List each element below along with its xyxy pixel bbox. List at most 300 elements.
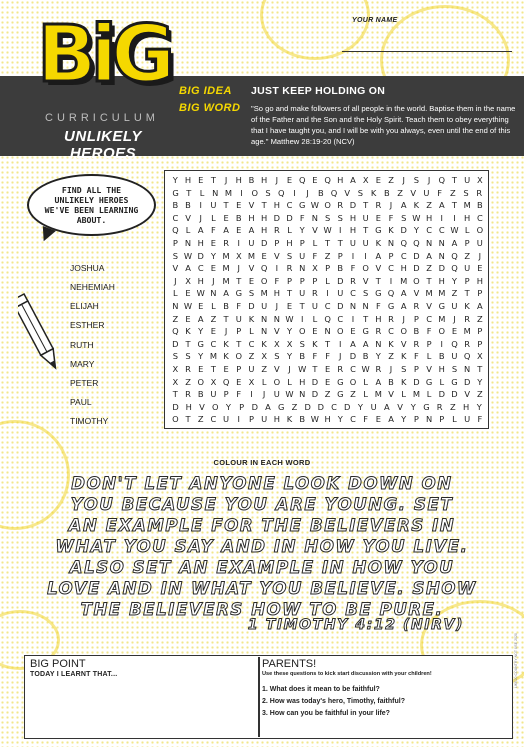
grid-letter[interactable]: D [337,301,344,311]
grid-letter[interactable]: E [312,175,318,185]
grid-letter[interactable]: Y [476,401,482,412]
grid-letter[interactable]: X [312,263,318,274]
grid-letter[interactable]: F [274,275,280,286]
grid-letter[interactable]: J [453,313,456,324]
grid-letter[interactable]: B [413,326,420,337]
grid-letter[interactable]: F [350,263,356,274]
grid-letter[interactable]: R [464,338,471,349]
grid-letter[interactable]: J [262,389,266,400]
grid-letter[interactable]: A [350,338,356,349]
grid-letter[interactable]: T [363,200,369,211]
grid-letter[interactable]: T [186,187,192,198]
grid-letter[interactable]: C [172,212,179,223]
grid-letter[interactable]: T [210,175,216,185]
verse-reference[interactable]: 1 TIMOTHY 4:12 (NIRV) [247,617,464,633]
grid-letter[interactable]: H [324,414,331,425]
grid-letter[interactable]: R [337,200,344,211]
grid-letter[interactable]: C [400,250,407,261]
grid-letter[interactable]: B [185,200,191,211]
grid-letter[interactable]: B [438,351,445,362]
grid-letter[interactable]: G [172,187,179,198]
grid-letter[interactable]: M [400,275,408,286]
grid-letter[interactable]: P [426,338,432,349]
grid-letter[interactable]: H [261,225,268,236]
grid-letter[interactable]: P [236,326,242,337]
grid-letter[interactable]: S [363,288,369,299]
grid-letter[interactable]: P [312,275,318,286]
grid-letter[interactable]: D [413,263,420,274]
grid-letter[interactable]: X [477,175,483,185]
grid-letter[interactable]: K [375,238,382,248]
grid-letter[interactable]: R [337,364,344,374]
grid-letter[interactable]: B [223,301,229,311]
grid-letter[interactable]: U [451,301,458,311]
grid-letter[interactable]: N [172,301,179,311]
verse-line[interactable]: THE BELIEVERS HOW TO BE PURE. [80,600,444,619]
grid-letter[interactable]: L [325,275,330,286]
grid-letter[interactable]: P [239,401,245,412]
grid-letter[interactable]: F [236,389,242,400]
grid-letter[interactable]: V [388,389,394,400]
grid-letter[interactable]: R [413,301,420,311]
grid-letter[interactable]: Z [324,250,331,261]
grid-letter[interactable]: P [299,238,305,248]
grid-letter[interactable]: Y [225,401,231,412]
grid-letter[interactable]: V [400,338,407,349]
grid-letter[interactable]: D [311,389,319,400]
grid-letter[interactable]: N [464,364,471,374]
grid-letter[interactable]: H [349,225,357,236]
grid-letter[interactable]: H [261,212,268,223]
grid-letter[interactable]: D [349,200,357,211]
grid-letter[interactable]: M [260,288,268,299]
grid-letter[interactable]: C [350,414,356,425]
grid-letter[interactable]: M [463,200,471,211]
grid-letter[interactable]: A [451,238,458,248]
grid-letter[interactable]: E [312,326,318,337]
grid-letter[interactable]: E [477,263,483,274]
grid-letter[interactable]: U [273,389,280,400]
grid-letter[interactable]: Z [450,187,456,198]
grid-letter[interactable]: Z [477,389,483,400]
grid-letter[interactable]: Y [413,225,419,236]
grid-letter[interactable]: U [261,414,268,425]
grid-letter[interactable]: U [337,288,344,299]
grid-letter[interactable]: F [211,225,216,236]
grid-letter[interactable]: R [286,263,293,274]
grid-letter[interactable]: D [251,401,259,412]
grid-letter[interactable]: J [402,313,405,324]
grid-letter[interactable]: O [438,326,446,337]
grid-letter[interactable]: M [374,389,382,400]
grid-letter[interactable]: Z [426,263,432,274]
grid-letter[interactable]: M [222,263,230,274]
grid-letter[interactable]: B [197,389,204,400]
grid-letter[interactable]: U [299,250,306,261]
grid-letter[interactable]: W [298,364,307,374]
grid-letter[interactable]: A [438,200,445,211]
grid-letter[interactable]: N [299,263,306,274]
grid-letter[interactable]: V [248,200,255,211]
grid-letter[interactable]: U [311,301,318,311]
grid-letter[interactable]: X [172,364,179,374]
grid-letter[interactable]: J [224,326,228,337]
grid-letter[interactable]: Q [324,313,331,324]
grid-letter[interactable]: C [331,401,337,412]
grid-letter[interactable]: F [426,326,432,337]
grid-letter[interactable]: R [185,389,191,400]
grid-letter[interactable]: Z [477,313,483,324]
grid-letter[interactable]: H [273,288,280,299]
grid-letter[interactable]: C [426,225,432,236]
grid-letter[interactable]: B [337,263,344,274]
grid-letter[interactable]: K [286,414,293,425]
grid-letter[interactable]: U [223,414,230,425]
grid-letter[interactable]: B [388,376,394,387]
grid-letter[interactable]: G [375,288,382,299]
grid-letter[interactable]: C [388,263,394,274]
grid-letter[interactable]: N [362,301,369,311]
grid-letter[interactable]: I [275,263,279,274]
grid-letter[interactable]: T [477,364,483,374]
grid-letter[interactable]: Y [299,225,305,236]
grid-letter[interactable]: Y [172,175,178,185]
grid-letter[interactable]: H [337,175,344,185]
grid-letter[interactable]: U [476,238,483,248]
grid-letter[interactable]: U [210,389,217,400]
grid-letter[interactable]: Z [210,313,217,324]
grid-letter[interactable]: S [172,351,178,362]
grid-letter[interactable]: C [248,338,255,349]
grid-letter[interactable]: L [312,238,318,248]
grid-letter[interactable]: P [274,238,280,248]
grid-letter[interactable]: B [299,414,306,425]
grid-letter[interactable]: V [426,301,432,311]
grid-letter[interactable]: I [293,187,296,198]
grid-letter[interactable]: U [370,401,377,412]
grid-letter[interactable]: D [463,376,471,387]
grid-letter[interactable]: W [412,212,421,223]
grid-letter[interactable]: L [426,351,432,362]
grid-letter[interactable]: X [235,250,242,261]
grid-letter[interactable]: P [223,389,229,400]
grid-letter[interactable]: F [363,414,369,425]
grid-letter[interactable]: N [438,250,445,261]
grid-letter[interactable]: N [299,389,306,400]
grid-letter[interactable]: L [287,376,292,387]
grid-letter[interactable]: P [464,275,470,286]
grid-letter[interactable]: D [317,401,325,412]
grid-letter[interactable]: R [312,288,318,299]
grid-letter[interactable]: Z [397,187,403,198]
grid-letter[interactable]: D [400,225,407,236]
grid-letter[interactable]: L [261,376,267,387]
grid-letter[interactable]: C [324,301,331,311]
grid-letter[interactable]: V [172,263,179,274]
grid-letter[interactable]: L [426,389,432,400]
grid-letter[interactable]: B [362,351,369,362]
grid-letter[interactable]: F [312,250,318,261]
grid-letter[interactable]: O [172,414,179,425]
grid-letter[interactable]: E [223,364,229,374]
grid-letter[interactable]: A [185,263,191,274]
grid-letter[interactable]: L [439,376,445,387]
grid-letter[interactable]: E [236,200,242,211]
verse-line[interactable]: WHAT YOU SAY AND IN HOW YOU LIVE. [55,537,469,556]
grid-letter[interactable]: E [210,263,217,274]
grid-letter[interactable]: B [299,351,306,362]
grid-letter[interactable]: I [240,187,243,198]
grid-letter[interactable]: J [306,187,309,198]
grid-letter[interactable]: Z [350,389,356,400]
grid-letter[interactable]: T [236,338,242,349]
grid-letter[interactable]: J [288,364,291,374]
grid-letter[interactable]: P [477,338,483,349]
grid-letter[interactable]: A [388,414,394,425]
grid-letter[interactable]: H [235,175,242,185]
grid-letter[interactable]: E [324,364,331,374]
grid-letter[interactable]: I [300,313,304,324]
grid-letter[interactable]: O [211,401,219,412]
grid-letter[interactable]: N [273,313,280,324]
grid-letter[interactable]: H [261,175,268,185]
grid-letter[interactable]: S [265,187,271,198]
grid-letter[interactable]: R [375,364,382,374]
grid-letter[interactable]: A [362,338,369,349]
grid-letter[interactable]: V [413,288,420,299]
grid-letter[interactable]: H [464,212,471,223]
grid-letter[interactable]: H [462,401,470,412]
grid-letter[interactable]: W [183,250,193,261]
grid-letter[interactable]: E [198,301,204,311]
grid-letter[interactable]: I [351,313,355,324]
grid-letter[interactable]: Y [410,401,416,412]
grid-letter[interactable]: D [273,212,281,223]
grid-letter[interactable]: A [375,250,382,261]
grid-letter[interactable]: L [401,389,407,400]
grid-letter[interactable]: E [375,212,381,223]
grid-letter[interactable]: I [250,389,253,400]
grid-letter[interactable]: C [210,338,217,349]
grid-letter[interactable]: Z [261,364,267,374]
grid-letter[interactable]: S [401,364,407,374]
grid-letter[interactable]: I [440,212,443,223]
grid-letter[interactable]: J [389,364,393,374]
grid-letter[interactable]: T [286,288,293,299]
grid-letter[interactable]: H [299,376,306,387]
grid-letter[interactable]: D [344,401,351,412]
grid-letter[interactable]: M [425,288,433,299]
grid-letter[interactable]: T [210,364,216,374]
grid-letter[interactable]: B [248,175,255,185]
grid-letter[interactable]: R [388,313,394,324]
grid-letter[interactable]: C [337,313,344,324]
grid-letter[interactable]: I [453,212,456,223]
grid-letter[interactable]: T [172,389,178,400]
grid-letter[interactable]: V [410,187,417,198]
grid-letter[interactable]: A [197,313,204,324]
grid-letter[interactable]: E [210,238,217,248]
grid-letter[interactable]: I [339,225,342,236]
grid-letter[interactable]: F [414,351,419,362]
grid-letter[interactable]: C [210,414,217,425]
grid-letter[interactable]: R [375,326,382,337]
grid-letter[interactable]: U [362,212,369,223]
grid-letter[interactable]: P [413,364,419,374]
grid-letter[interactable]: L [185,225,191,236]
grid-letter[interactable]: L [464,225,470,236]
grid-letter[interactable]: H [248,212,255,223]
grid-letter[interactable]: U [362,238,369,248]
grid-letter[interactable]: R [413,338,420,349]
grid-letter[interactable]: D [413,250,420,261]
grid-letter[interactable]: A [400,301,407,311]
grid-letter[interactable]: J [339,351,342,362]
grid-letter[interactable]: Y [286,326,293,337]
grid-letter[interactable]: L [211,301,216,311]
grid-letter[interactable]: I [237,414,240,425]
grid-letter[interactable]: D [451,389,458,400]
grid-letter[interactable]: D [337,275,344,286]
grid-letter[interactable]: Q [400,238,407,248]
grid-letter[interactable]: K [223,338,229,349]
grid-letter[interactable]: B [384,187,390,198]
grid-letter[interactable]: G [375,225,382,236]
grid-letter[interactable]: L [249,326,254,337]
grid-letter[interactable]: N [425,414,433,425]
grid-letter[interactable]: R [223,238,229,248]
grid-letter[interactable]: A [375,376,382,387]
grid-letter[interactable]: U [299,288,306,299]
grid-letter[interactable]: V [274,250,280,261]
grid-letter[interactable]: N [349,301,357,311]
grid-letter[interactable]: P [477,288,483,299]
grid-letter[interactable]: I [326,288,329,299]
grid-letter[interactable]: H [375,313,382,324]
grid-letter[interactable]: T [337,238,343,248]
grid-letter[interactable]: C [197,263,204,274]
grid-letter[interactable]: A [248,225,255,236]
wordsearch-grid[interactable] [164,170,489,429]
grid-letter[interactable]: L [452,414,457,425]
grid-letter[interactable]: P [172,238,178,248]
grid-letter[interactable]: S [463,187,469,198]
grid-letter[interactable]: S [248,288,255,299]
grid-letter[interactable]: L [312,313,318,324]
grid-letter[interactable]: Z [172,313,179,324]
grid-letter[interactable]: Q [438,175,446,185]
grid-letter[interactable]: R [476,187,483,198]
grid-letter[interactable]: E [286,175,293,185]
grid-letter[interactable]: W [450,225,459,236]
grid-letter[interactable]: T [223,200,229,211]
grid-letter[interactable]: S [172,250,178,261]
grid-letter[interactable]: F [325,351,330,362]
grid-letter[interactable]: A [477,301,483,311]
grid-letter[interactable]: N [425,238,433,248]
grid-letter[interactable]: N [375,338,382,349]
grid-letter[interactable]: X [172,376,179,387]
grid-letter[interactable]: E [236,225,242,236]
grid-letter[interactable]: K [388,338,394,349]
grid-letter[interactable]: O [324,200,331,211]
grid-letter[interactable]: F [437,187,443,198]
grid-letter[interactable]: T [236,275,242,286]
verse-line[interactable]: YOU BECAUSE YOU ARE YOUNG. SET [70,495,454,514]
grid-letter[interactable]: M [412,389,420,400]
grid-letter[interactable]: A [223,288,229,299]
grid-letter[interactable]: P [464,238,470,248]
grid-letter[interactable]: Q [463,351,471,362]
grid-letter[interactable]: C [438,225,445,236]
grid-letter[interactable]: W [361,364,370,374]
grid-letter[interactable]: L [199,187,205,198]
grid-letter[interactable]: E [451,326,458,337]
grid-letter[interactable]: A [426,250,432,261]
grid-letter[interactable]: W [196,288,205,299]
grid-letter[interactable]: T [426,275,432,286]
grid-letter[interactable]: H [438,364,445,374]
grid-letter[interactable]: Q [172,225,179,236]
grid-letter[interactable]: E [198,175,204,185]
grid-letter[interactable]: O [273,376,281,387]
grid-letter[interactable]: U [248,238,255,248]
grid-letter[interactable]: E [185,288,191,299]
grid-letter[interactable]: P [477,326,483,337]
grid-letter[interactable]: Y [286,351,293,362]
your-name-field[interactable] [342,30,512,52]
grid-letter[interactable]: I [440,338,443,349]
grid-letter[interactable]: A [265,401,271,412]
grid-letter[interactable]: S [357,187,364,198]
grid-letter[interactable]: U [349,238,356,248]
grid-letter[interactable]: O [476,225,484,236]
grid-letter[interactable]: Y [401,414,407,425]
grid-letter[interactable]: Q [451,250,458,261]
grid-letter[interactable]: E [198,364,204,374]
verse-line[interactable]: AN EXAMPLE FOR THE BELIEVERS IN [68,516,456,535]
grid-letter[interactable]: Z [451,288,458,299]
grid-letter[interactable]: M [463,326,471,337]
grid-letter[interactable]: E [223,212,229,223]
grid-letter[interactable]: G [235,288,242,299]
grid-letter[interactable]: H [286,238,293,248]
grid-letter[interactable]: T [325,238,331,248]
grid-letter[interactable]: C [476,212,483,223]
grid-letter[interactable]: X [185,275,191,286]
grid-letter[interactable]: Q [451,263,458,274]
grid-letter[interactable]: O [349,376,357,387]
grid-letter[interactable]: V [344,187,351,198]
grid-letter[interactable]: Z [450,401,456,412]
grid-letter[interactable]: E [286,301,293,311]
grid-letter[interactable]: J [199,212,202,223]
grid-letter[interactable]: U [235,313,242,324]
grid-letter[interactable]: D [248,301,255,311]
grid-letter[interactable]: Z [324,389,331,400]
grid-letter[interactable]: O [400,326,407,337]
grid-letter[interactable]: Z [197,414,204,425]
grid-letter[interactable]: O [235,351,243,362]
grid-letter[interactable]: S [337,212,343,223]
grid-letter[interactable]: P [287,275,293,286]
grid-letter[interactable]: H [273,200,280,211]
grid-letter[interactable]: C [388,326,394,337]
grid-letter[interactable]: J [389,200,393,211]
grid-letter[interactable]: R [273,225,280,236]
grid-letter[interactable]: M [222,250,230,261]
grid-letter[interactable]: V [274,364,280,374]
